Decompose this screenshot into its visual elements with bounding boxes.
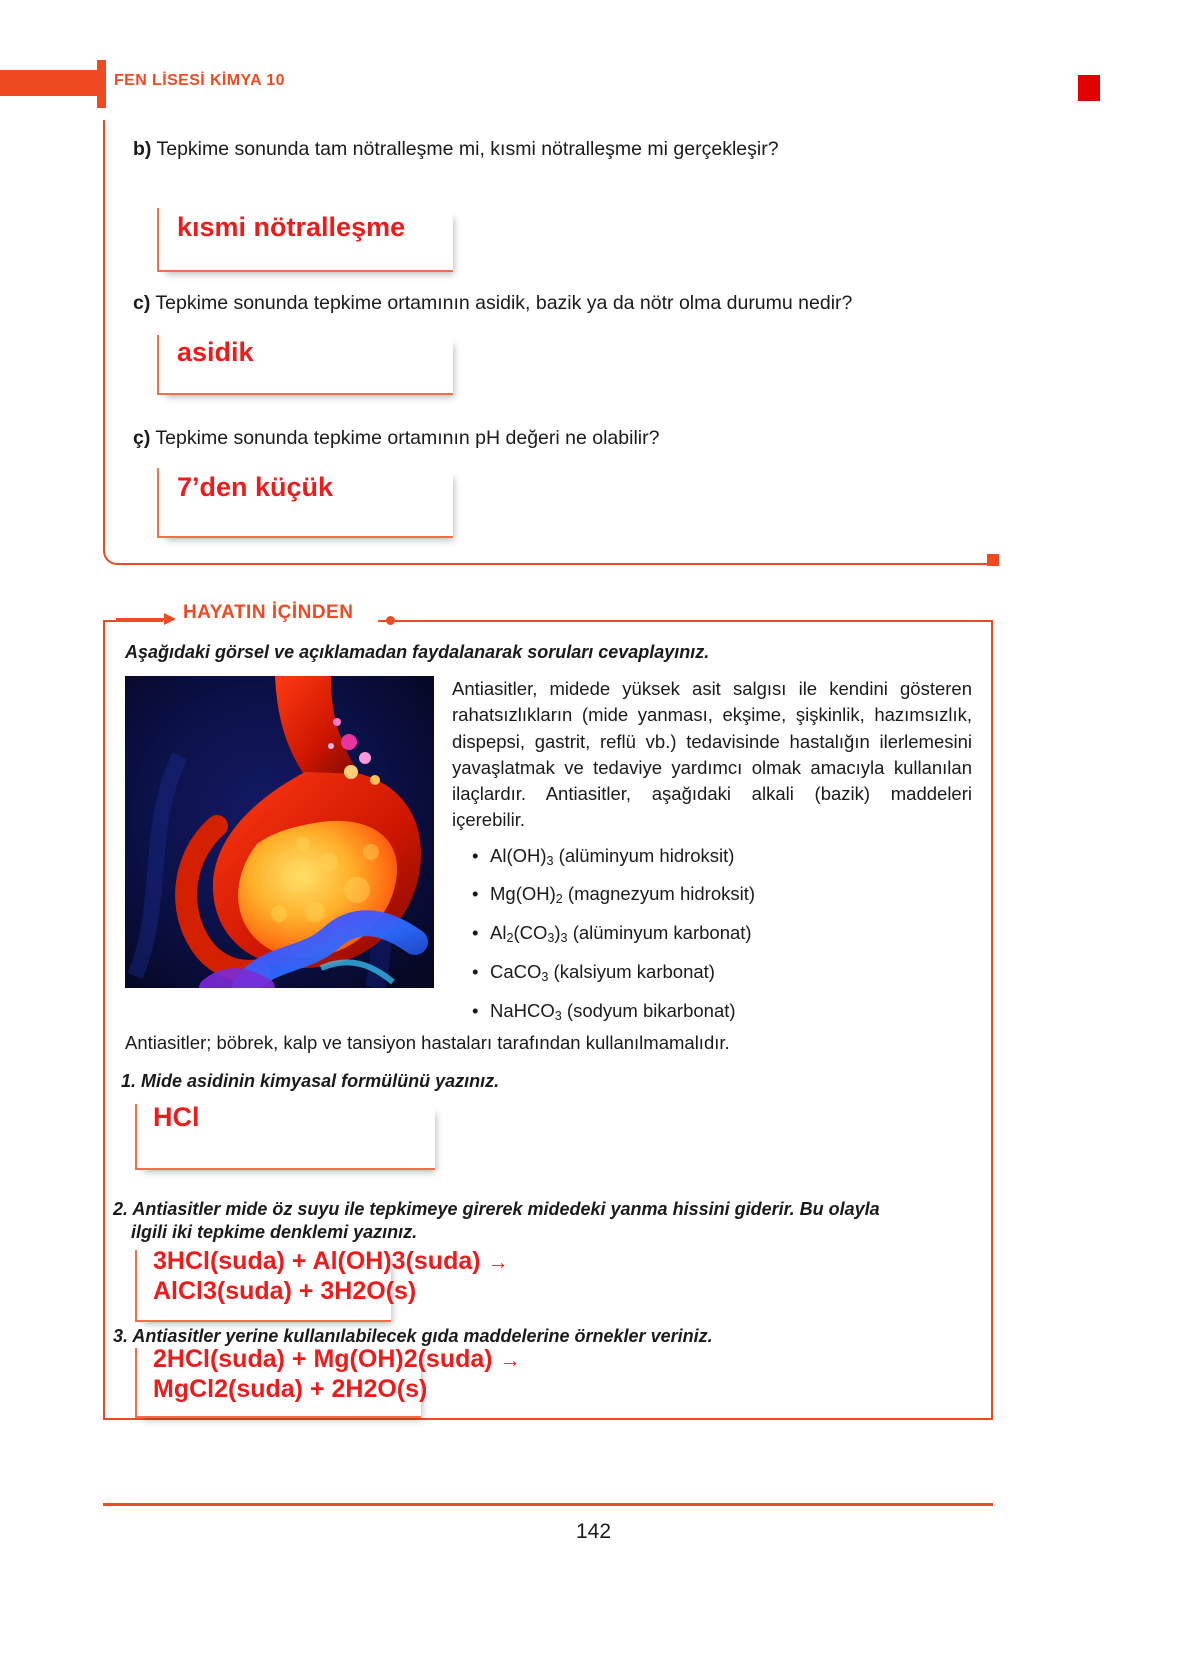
life-section-instruction: Aşağıdaki görsel ve açıklamadan faydalanarak soruları cevaplayınız. <box>125 642 710 662</box>
page-header <box>0 60 700 108</box>
answer-text-q2-line2: AlCl3(suda) + 3H2O(s) <box>153 1277 417 1305</box>
formula-name: (magnezyum hidroksit) <box>567 883 756 905</box>
reaction-arrow-icon: → <box>487 1251 509 1274</box>
numbered-question-2 <box>113 1198 981 1245</box>
numbered-question-1-number: 1. <box>121 1071 137 1091</box>
list-item <box>472 921 972 947</box>
answer-text-q3-line2: MgCl2(suda) + 2H2O(s) <box>153 1375 428 1403</box>
answer-text-c-cedilla: 7’den küçük <box>177 472 334 502</box>
corner-marker-square <box>1078 75 1100 101</box>
bullet-icon: • <box>472 960 479 982</box>
answer-text-q2-line1 <box>153 1247 509 1277</box>
stomach-illustration <box>125 676 434 988</box>
page-number: 142 <box>575 1520 612 1543</box>
upper-block-endcap <box>987 554 999 566</box>
bullet-icon: • <box>472 883 479 905</box>
header-title: FEN LİSESİ KİMYA 10 <box>114 72 285 89</box>
list-item <box>472 844 972 870</box>
answer-text-c: asidik <box>177 337 254 367</box>
list-item <box>472 999 972 1025</box>
formula: $Al_2(CO_3)_3$ <box>490 922 568 945</box>
formula-name: (alüminyum karbonat) <box>572 922 752 944</box>
header-bar-decor <box>0 70 103 96</box>
list-item <box>472 960 972 986</box>
eq3-line1: 2HCl(suda) + Mg(OH)2(suda) <box>153 1345 493 1373</box>
footer-rule <box>103 1503 993 1506</box>
formula-name: (alüminyum hidroksit) <box>558 844 735 866</box>
life-section-closing-note: Antiasitler; böbrek, kalp ve tansiyon hastaları tarafından kullanılmamalıdır. <box>125 1032 730 1053</box>
question-c-cedilla-label: ç) <box>133 427 151 449</box>
question-c <box>133 290 852 316</box>
question-b-label: b) <box>133 138 152 160</box>
numbered-question-2-line1 <box>113 1198 981 1221</box>
answer-text-q1: HCl <box>153 1102 200 1132</box>
question-c-label: c) <box>133 292 151 314</box>
life-section-paragraph: Antiasitler, midede yüksek asit salgısı ile kendini gösteren rahatsızlıkların (mide yanması, ekşime, şişkinlik, hazımsızlık, dispepsi, gastrit, reflü vb.) tedavisinde hastalığın ilerlemesini yavaşlatmak ve tedaviye yardımcı olmak amacıyla kullanılan ilaçlardır. Antiasitler, aşağıdaki alkali (bazik) maddeleri içerebilir. <box>452 678 972 831</box>
answer-text-b: kısmi nötralleşme <box>177 212 406 242</box>
header-tab-decor <box>97 60 106 108</box>
formula-name: (sodyum bikarbonat) <box>566 999 736 1021</box>
bullet-icon: • <box>472 999 479 1021</box>
life-section-body <box>452 676 972 1037</box>
arrow-right-icon <box>116 613 178 627</box>
life-section-box <box>103 602 993 1420</box>
numbered-question-2-text-line1: Antiasitler mide öz suyu ile tepkimeye girerek midedeki yanma hissini giderir. Bu olayla <box>132 1199 880 1219</box>
bullet-dot-icon <box>386 616 395 625</box>
bullet-icon: • <box>472 922 479 944</box>
answer-text-q3-line1 <box>153 1345 521 1375</box>
list-item <box>472 882 972 908</box>
bullet-icon: • <box>472 844 479 866</box>
question-c-cedilla-text: Tepkime sonunda tepkime ortamının pH değeri ne olabilir? <box>155 427 660 449</box>
antacid-substance-list <box>452 844 972 1025</box>
question-b <box>133 136 779 162</box>
numbered-question-1-text: Mide asidinin kimyasal formülünü yazınız. <box>141 1071 500 1091</box>
formula-name: (kalsiyum karbonat) <box>553 960 715 982</box>
numbered-question-3-number: 3. <box>113 1326 129 1346</box>
question-b-text: Tepkime sonunda tam nötralleşme mi, kısmi nötralleşme mi gerçekleşir? <box>156 138 779 160</box>
eq2-line1: 3HCl(suda) + Al(OH)3(suda) <box>153 1247 481 1275</box>
reaction-arrow-icon: → <box>499 1349 521 1372</box>
upper-question-block <box>103 120 993 568</box>
numbered-question-2-text-line2: ilgili iki tepkime denklemi yazınız. <box>131 1222 418 1243</box>
numbered-question-2-number: 2. <box>113 1199 129 1219</box>
formula: $Al(OH)_3$ <box>490 844 554 868</box>
formula: NaHCO$_3$ <box>490 999 562 1023</box>
numbered-question-3-text: Antiasitler yerine kullanılabilecek gıda maddelerine örnekler veriniz. <box>132 1326 713 1346</box>
question-c-text: Tepkime sonunda tepkime ortamının asidik, bazik ya da nötr olma durumu nedir? <box>155 292 853 314</box>
formula: CaCO$_3$ <box>490 960 549 984</box>
numbered-question-1 <box>121 1070 499 1093</box>
formula: $Mg(OH)_2$ <box>490 883 563 907</box>
life-section-title: HAYATIN İÇİNDEN <box>183 602 354 623</box>
question-c-cedilla <box>133 425 659 451</box>
